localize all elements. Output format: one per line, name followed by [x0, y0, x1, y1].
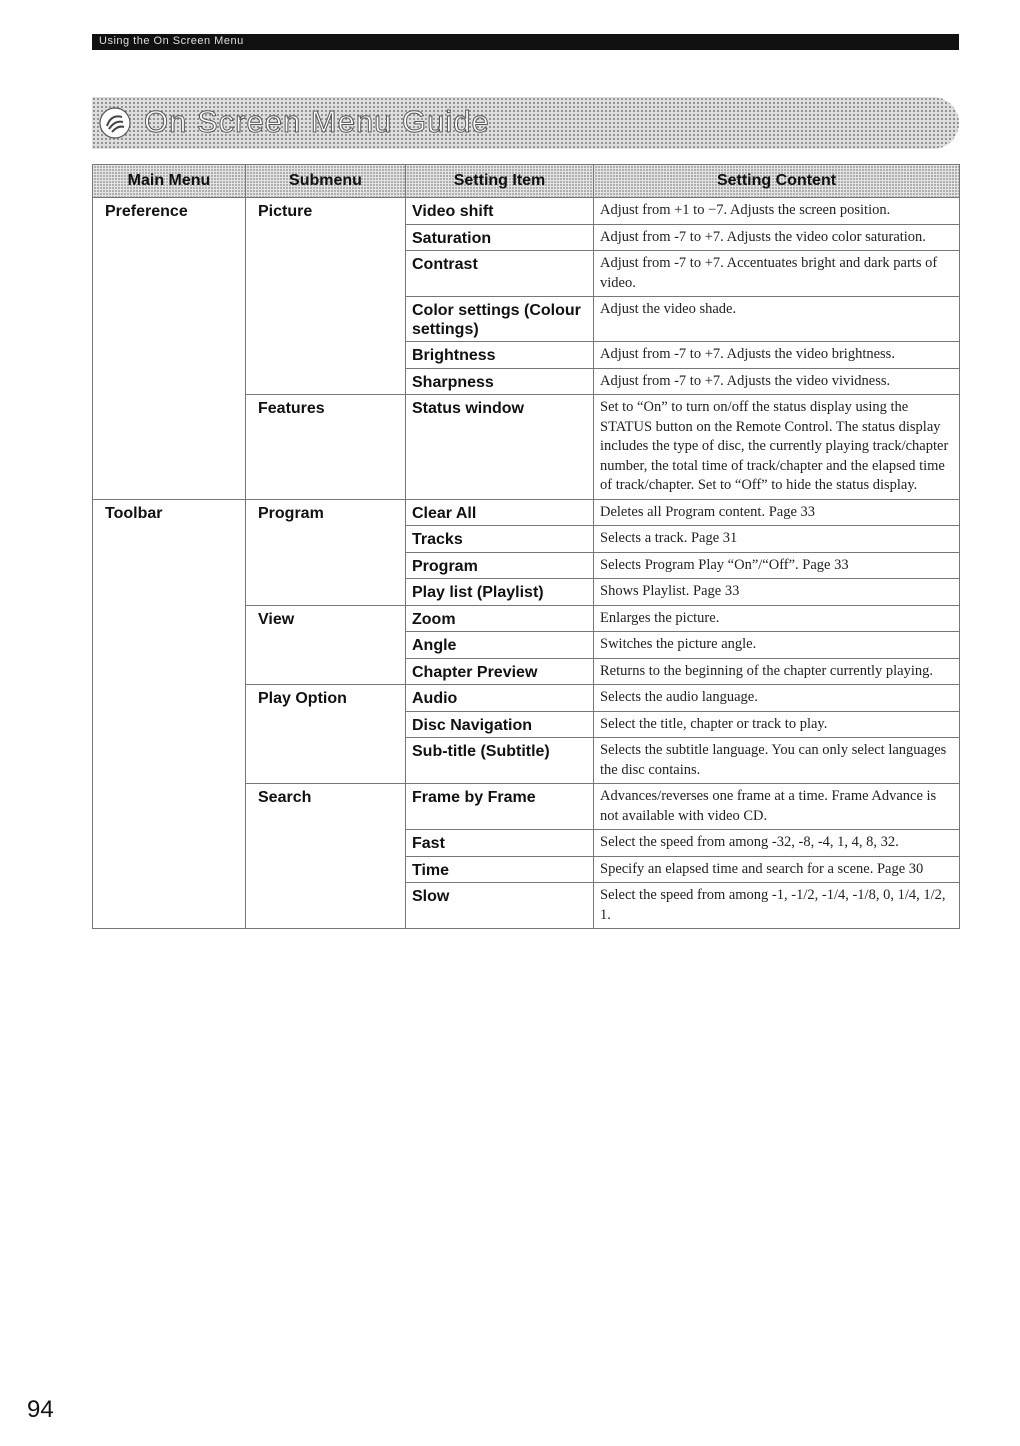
setting-item-cell: Video shift [406, 198, 594, 225]
submenu-cell [246, 711, 406, 738]
setting-content-cell: Deletes all Program content. Page 33 [594, 499, 960, 526]
setting-item-cell: Disc Navigation [406, 711, 594, 738]
setting-content-cell: Shows Playlist. Page 33 [594, 579, 960, 606]
table-row [93, 658, 960, 685]
setting-item-cell: Slow [406, 883, 594, 929]
main-menu-cell [93, 395, 246, 500]
setting-item-cell: Saturation [406, 224, 594, 251]
main-menu-cell [93, 738, 246, 784]
table-row [93, 395, 960, 500]
header-setting-content: Setting Content [594, 165, 960, 198]
table-row [93, 856, 960, 883]
table-row [93, 711, 960, 738]
setting-content-cell: Specify an elapsed time and search for a scene. Page 30 [594, 856, 960, 883]
table-row [93, 251, 960, 297]
setting-item-cell: Contrast [406, 251, 594, 297]
title-banner [92, 97, 959, 149]
setting-item-cell: Tracks [406, 526, 594, 553]
table-row [93, 552, 960, 579]
setting-item-cell: Clear All [406, 499, 594, 526]
setting-content-cell: Returns to the beginning of the chapter currently playing. [594, 658, 960, 685]
setting-item-cell: Time [406, 856, 594, 883]
submenu-cell [246, 224, 406, 251]
setting-item-cell: Sharpness [406, 368, 594, 395]
setting-item-cell: Audio [406, 685, 594, 712]
main-menu-cell [93, 830, 246, 857]
table-row [93, 579, 960, 606]
table-row [93, 632, 960, 659]
table-row [93, 224, 960, 251]
submenu-cell [246, 579, 406, 606]
setting-content-cell: Enlarges the picture. [594, 605, 960, 632]
setting-content-cell: Adjust from -7 to +7. Adjusts the video color saturation. [594, 224, 960, 251]
section-header-bar [92, 34, 959, 50]
setting-content-cell: Adjust the video shade. [594, 297, 960, 342]
table-body [93, 198, 960, 929]
disc-menu-icon [98, 106, 132, 140]
setting-content-cell: Set to “On” to turn on/off the status display using the STATUS button on the Remote Control. The status display includes the type of disc, the currently playing track/chapter number, the total time of track/chapter and the elapsed time of track/chapter. Set to “Off” to hide the status display. [594, 395, 960, 500]
setting-content-cell: Adjust from -7 to +7. Adjusts the video brightness. [594, 342, 960, 369]
main-menu-cell [93, 784, 246, 830]
setting-content-cell: Adjust from -7 to +7. Accentuates bright and dark parts of video. [594, 251, 960, 297]
setting-content-cell: Selects the subtitle language. You can only select languages the disc contains. [594, 738, 960, 784]
setting-item-cell: Color settings (Colour settings) [406, 297, 594, 342]
setting-content-cell: Switches the picture angle. [594, 632, 960, 659]
setting-content-cell: Select the speed from among -1, -1/2, -1/4, -1/8, 0, 1/4, 1/2, 1. [594, 883, 960, 929]
main-menu-cell [93, 552, 246, 579]
main-menu-cell [93, 658, 246, 685]
main-menu-cell [93, 251, 246, 297]
main-menu-cell [93, 579, 246, 606]
main-menu-cell [93, 883, 246, 929]
header-main-menu: Main Menu [93, 165, 246, 198]
table-row [93, 605, 960, 632]
submenu-cell: Program [246, 499, 406, 526]
main-menu-cell [93, 224, 246, 251]
setting-content-cell: Select the title, chapter or track to play. [594, 711, 960, 738]
main-menu-cell [93, 632, 246, 659]
table-row [93, 738, 960, 784]
table-row [93, 198, 960, 225]
submenu-cell [246, 658, 406, 685]
submenu-cell [246, 738, 406, 784]
submenu-cell: View [246, 605, 406, 632]
setting-item-cell: Angle [406, 632, 594, 659]
submenu-cell: Features [246, 395, 406, 500]
setting-content-cell: Select the speed from among -32, -8, -4, 1, 4, 8, 32. [594, 830, 960, 857]
setting-item-cell: Program [406, 552, 594, 579]
header-submenu: Submenu [246, 165, 406, 198]
main-menu-cell [93, 342, 246, 369]
table-row [93, 342, 960, 369]
table-row [93, 499, 960, 526]
submenu-cell [246, 342, 406, 369]
page-number: 94 [27, 1396, 54, 1423]
submenu-cell [246, 368, 406, 395]
submenu-cell [246, 632, 406, 659]
setting-content-cell: Selects a track. Page 31 [594, 526, 960, 553]
main-menu-cell [93, 368, 246, 395]
main-menu-cell [93, 526, 246, 553]
table-row [93, 883, 960, 929]
setting-item-cell: Zoom [406, 605, 594, 632]
section-header-text: Using the On Screen Menu [99, 35, 244, 47]
main-menu-cell [93, 297, 246, 342]
main-menu-cell: Preference [93, 198, 246, 225]
main-menu-cell [93, 711, 246, 738]
main-menu-cell [93, 605, 246, 632]
setting-content-cell: Selects Program Play “On”/“Off”. Page 33 [594, 552, 960, 579]
main-menu-cell: Toolbar [93, 499, 246, 526]
submenu-cell: Search [246, 784, 406, 830]
setting-content-cell: Selects the audio language. [594, 685, 960, 712]
table-row [93, 784, 960, 830]
setting-item-cell: Chapter Preview [406, 658, 594, 685]
setting-item-cell: Play list (Playlist) [406, 579, 594, 606]
submenu-cell: Picture [246, 198, 406, 225]
setting-content-cell: Adjust from +1 to −7. Adjusts the screen position. [594, 198, 960, 225]
setting-item-cell: Fast [406, 830, 594, 857]
setting-content-cell: Adjust from -7 to +7. Adjusts the video vividness. [594, 368, 960, 395]
page-title: On Screen Menu Guide [144, 104, 490, 139]
setting-item-cell: Sub-title (Subtitle) [406, 738, 594, 784]
setting-item-cell: Status window [406, 395, 594, 500]
table-row [93, 830, 960, 857]
submenu-cell [246, 830, 406, 857]
submenu-cell [246, 883, 406, 929]
table-row [93, 685, 960, 712]
submenu-cell [246, 297, 406, 342]
main-menu-cell [93, 856, 246, 883]
menu-guide-table [92, 164, 960, 929]
table-row [93, 297, 960, 342]
submenu-cell [246, 552, 406, 579]
main-menu-cell [93, 685, 246, 712]
setting-item-cell: Brightness [406, 342, 594, 369]
submenu-cell [246, 856, 406, 883]
table-row [93, 368, 960, 395]
setting-item-cell: Frame by Frame [406, 784, 594, 830]
setting-content-cell: Advances/reverses one frame at a time. Frame Advance is not available with video CD. [594, 784, 960, 830]
table-header-row [93, 165, 960, 198]
header-setting-item: Setting Item [406, 165, 594, 198]
submenu-cell [246, 526, 406, 553]
table-row [93, 526, 960, 553]
submenu-cell [246, 251, 406, 297]
submenu-cell: Play Option [246, 685, 406, 712]
